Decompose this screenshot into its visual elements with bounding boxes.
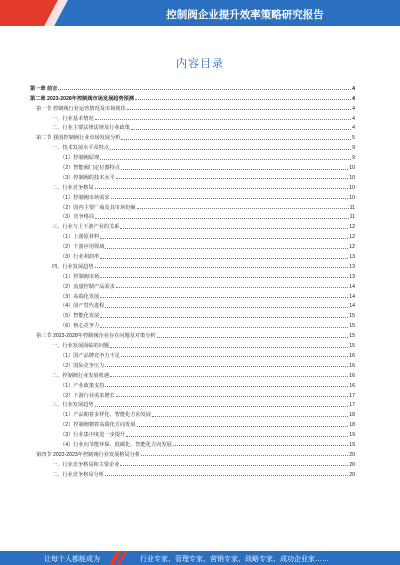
toc-entry-label: （2）流量控制产品需求 <box>60 283 115 290</box>
toc-leader-dots <box>116 178 348 179</box>
toc-leader-dots <box>135 99 351 100</box>
toc-entry-label: 二、行业竞争格局分析 <box>52 471 104 478</box>
toc-entry-label: （5）智能化发展 <box>60 313 100 320</box>
toc-entry[interactable] <box>30 151 355 161</box>
toc-entry-page: 20 <box>349 451 355 458</box>
toc-entry[interactable] <box>30 141 355 151</box>
footer-slogan-right: 行业专家、管理专家、营销专家、战略专家、成功企业家…… <box>140 556 329 563</box>
toc-entry-page: 18 <box>349 422 355 429</box>
toc-entry-label: 一、行业发展面临的问题 <box>52 343 110 350</box>
toc-entry-label: （2）控制阀朝着高端化方向发展 <box>60 422 136 429</box>
toc-entry-page: 11 <box>349 214 355 221</box>
toc-entry[interactable] <box>30 418 355 428</box>
toc-leader-dots <box>100 297 348 298</box>
toc-entry-label: （3）高端化发展 <box>60 293 100 300</box>
toc-entry-label: （2）下游行业需求增长 <box>60 392 115 399</box>
toc-entry-page: 16 <box>349 362 355 369</box>
toc-entry[interactable] <box>30 82 355 92</box>
toc-entry-page: 17 <box>349 392 355 399</box>
toc-entry[interactable] <box>30 458 355 468</box>
toc-entry[interactable] <box>30 438 355 448</box>
toc-leader-dots <box>100 277 348 278</box>
toc-leader-dots <box>152 416 348 417</box>
toc-leader-dots <box>131 129 351 130</box>
toc-entry[interactable] <box>30 290 355 300</box>
toc-entry-label: （2）智能阀门定位器特点 <box>60 165 120 172</box>
toc-leader-dots <box>120 465 348 466</box>
toc-entry-page: 15 <box>349 313 355 320</box>
toc-entry[interactable] <box>30 349 355 359</box>
footer-slogan-left: 让每个人都能成为 <box>44 556 100 563</box>
toc-entry-label: 二、行业主要法律法规及行业政策 <box>52 125 130 132</box>
toc-entry-page: 20 <box>349 461 355 468</box>
toc-entry[interactable] <box>30 428 355 438</box>
toc-entry-label: （2）下游应用领域 <box>60 244 105 251</box>
toc-heading: 内容目录 <box>176 58 224 70</box>
toc-entry-label: 第一节 控制阀行业运营情况及市场现状 <box>36 105 126 112</box>
toc-entry[interactable] <box>30 300 355 310</box>
toc-leader-dots <box>95 218 349 219</box>
toc-entry[interactable] <box>30 369 355 379</box>
toc-entry[interactable] <box>30 161 355 171</box>
toc-entry[interactable] <box>30 191 355 201</box>
toc-leader-dots <box>95 119 352 120</box>
toc-entry-page: 10 <box>349 184 355 191</box>
toc-entry[interactable] <box>30 319 355 329</box>
toc-entry-page: 9 <box>352 145 355 152</box>
toc-entry-page: 14 <box>349 303 355 310</box>
toc-entry[interactable] <box>30 399 355 409</box>
toc-entry[interactable] <box>30 280 355 290</box>
toc-entry-page: 17 <box>349 402 355 409</box>
toc-entry[interactable] <box>30 92 355 102</box>
toc-entry-label: （1）控制阀市场 <box>60 273 100 280</box>
toc-entry-page: 14 <box>349 283 355 290</box>
toc-entry-page: 13 <box>349 254 355 261</box>
toc-leader-dots <box>126 436 348 437</box>
toc-leader-dots <box>100 327 348 328</box>
toc-leader-dots <box>105 475 348 476</box>
toc-entry-label: （3）控制阀的技术水平 <box>60 174 115 181</box>
toc-entry[interactable] <box>30 230 355 240</box>
toc-leader-dots <box>157 337 349 338</box>
toc-entry-page: 12 <box>349 234 355 241</box>
toc-entry-page: 13 <box>349 273 355 280</box>
toc-entry-page: 4 <box>352 125 355 132</box>
toc-leader-dots <box>100 238 348 239</box>
toc-leader-dots <box>105 366 348 367</box>
toc-leader-dots <box>173 445 348 446</box>
toc-entry-label: 第二章 2023-2028年控制阀市场发展趋势预测 <box>30 95 135 102</box>
toc-leader-dots <box>116 287 348 288</box>
toc-entry-page: 18 <box>349 412 355 419</box>
toc-leader-dots <box>137 208 349 209</box>
toc-entry[interactable] <box>30 408 355 418</box>
toc-leader-dots <box>95 406 349 407</box>
toc-leader-dots <box>95 267 349 268</box>
toc-entry-label: 一、行业基本情况 <box>52 115 94 122</box>
toc-entry-label: （3）竞争格局 <box>60 214 95 221</box>
toc-leader-dots <box>110 149 351 150</box>
toc-entry[interactable] <box>30 112 355 122</box>
toc-entry[interactable] <box>30 329 355 339</box>
toc-entry-page: 5 <box>352 135 355 142</box>
toc-entry-page: 15 <box>349 323 355 330</box>
toc-leader-dots <box>100 258 348 259</box>
toc-leader-dots <box>100 317 348 318</box>
report-header <box>0 0 400 26</box>
toc-leader-dots <box>105 307 348 308</box>
toc-entry-label: （3）行业集中度进一步提升 <box>60 432 126 439</box>
toc-entry-page: 19 <box>349 441 355 448</box>
toc-entry-label: （1）控制阀市场需求 <box>60 194 110 201</box>
toc-entry[interactable] <box>30 201 355 211</box>
toc-entry[interactable] <box>30 468 355 478</box>
toc-leader-dots <box>111 198 349 199</box>
toc-entry-page: 4 <box>352 95 355 102</box>
toc-entry-label: 二、控制阀行业发展机遇 <box>52 372 110 379</box>
toc-entry-label: （4）行业向节能环保、低碳化、智能化方向发展 <box>60 441 172 448</box>
toc-entry-page: 10 <box>349 194 355 201</box>
toc-leader-dots <box>121 139 351 140</box>
toc-entry-label: （6）核心竞争力 <box>60 323 100 330</box>
toc-entry-label: 第二节 我国控制阀行业市场发展分析 <box>36 135 121 142</box>
toc-entry-page: 16 <box>349 372 355 379</box>
toc-entry-label: （1）控制阀原理 <box>60 155 100 162</box>
toc-leader-dots <box>58 89 351 90</box>
toc-entry[interactable] <box>30 211 355 221</box>
toc-entry[interactable] <box>30 260 355 270</box>
toc-entry[interactable] <box>30 379 355 389</box>
toc-entry[interactable] <box>30 122 355 132</box>
toc-entry-page: 12 <box>349 224 355 231</box>
toc-entry-label: 第三节 2023-2028年控制阀企业存在问题及对策分析 <box>36 333 156 340</box>
toc-entry-page: 10 <box>349 174 355 181</box>
toc-entry[interactable] <box>30 102 355 112</box>
toc-entry-label: 第四节 2022-2023年控制阀行业发展格局分析 <box>36 451 141 458</box>
toc-leader-dots <box>95 188 349 189</box>
toc-leader-dots <box>121 169 348 170</box>
toc-entry-label: 四、行业发展趋势 <box>52 263 94 270</box>
toc-entry[interactable] <box>30 171 355 181</box>
toc-entry-page: 20 <box>349 471 355 478</box>
toc-entry[interactable] <box>30 131 355 141</box>
toc-leader-dots <box>105 248 348 249</box>
toc-entry-page: 10 <box>349 165 355 172</box>
toc-entry-label: 一、行业竞争格局和主要企业 <box>52 461 120 468</box>
toc-entry-page: 11 <box>349 204 355 211</box>
toc-leader-dots <box>120 228 348 229</box>
toc-leader-dots <box>141 455 348 456</box>
toc-leader-dots <box>110 376 348 377</box>
table-of-contents <box>30 82 355 478</box>
toc-entry-label: （1）产业政策支持 <box>60 382 105 389</box>
toc-entry-page: 12 <box>349 244 355 251</box>
toc-leader-dots <box>100 159 351 160</box>
toc-entry-page: 4 <box>352 85 355 92</box>
toc-entry-page: 13 <box>349 263 355 270</box>
toc-entry-page: 16 <box>349 352 355 359</box>
toc-entry-label: （1）产品朝着多样化、智能化方向发展 <box>60 412 152 419</box>
toc-entry-label: （2）国际竞争压力 <box>60 362 105 369</box>
toc-entry-label: （4）国产替代进程 <box>60 303 105 310</box>
toc-entry-label: 一、技术发展水平及特点 <box>52 145 110 152</box>
toc-entry[interactable] <box>30 339 355 349</box>
toc-entry-page: 4 <box>352 115 355 122</box>
toc-leader-dots <box>116 396 348 397</box>
toc-entry-page: 9 <box>352 155 355 162</box>
toc-entry-page: 4 <box>352 105 355 112</box>
toc-entry-label: （1）上游原材料 <box>60 234 100 241</box>
toc-entry-page: 15 <box>349 333 355 340</box>
report-footer <box>0 551 400 565</box>
toc-entry-label: 二、行业竞争格局 <box>52 184 94 191</box>
report-title: 控制阀企业提升效率策略研究报告 <box>166 9 324 21</box>
toc-leader-dots <box>105 386 348 387</box>
toc-entry-label: （1）国产品牌竞争力不足 <box>60 352 120 359</box>
toc-entry[interactable] <box>30 270 355 280</box>
toc-entry-label: 第一章 前言 <box>30 85 58 92</box>
toc-entry[interactable] <box>30 181 355 191</box>
toc-entry[interactable] <box>30 309 355 319</box>
toc-entry-label: 三、行业发展趋势 <box>52 402 94 409</box>
toc-entry-label: （2）国内主要厂商及其市场份额 <box>60 204 136 211</box>
toc-entry[interactable] <box>30 250 355 260</box>
toc-entry[interactable] <box>30 359 355 369</box>
toc-entry[interactable] <box>30 240 355 250</box>
toc-entry-page: 15 <box>349 343 355 350</box>
toc-entry-label: （3）行业利润率 <box>60 254 100 261</box>
toc-entry[interactable] <box>30 220 355 230</box>
toc-leader-dots <box>137 426 349 427</box>
toc-entry-page: 14 <box>349 293 355 300</box>
toc-leader-dots <box>127 109 351 110</box>
toc-entry-page: 16 <box>349 382 355 389</box>
toc-leader-dots <box>121 356 348 357</box>
toc-leader-dots <box>110 347 348 348</box>
toc-entry[interactable] <box>30 389 355 399</box>
toc-entry[interactable] <box>30 448 355 458</box>
toc-entry-page: 19 <box>349 432 355 439</box>
toc-entry-label: 三、行业与上下游产业的关系 <box>52 224 120 231</box>
